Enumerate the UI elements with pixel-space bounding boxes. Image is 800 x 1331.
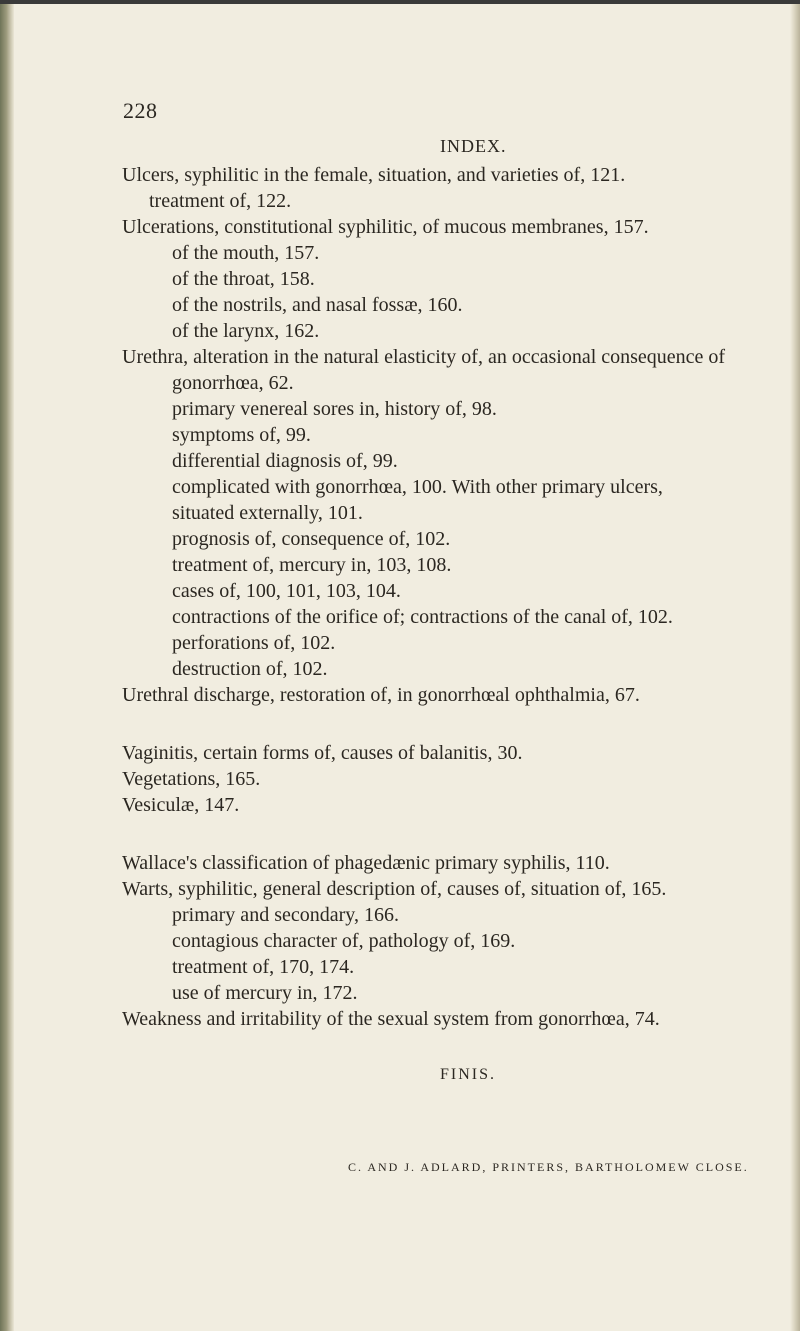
page-binding-edge — [0, 0, 14, 1331]
index-entry-continuation: treatment of, 122. — [149, 190, 292, 212]
index-entry-continuation: gonorrhœa, 62. — [172, 372, 294, 394]
index-entry-sub: primary venereal sores in, history of, 98. — [172, 398, 497, 420]
index-entry-main: Wallace's classification of phagedænic primary syphilis, 110. — [122, 852, 610, 874]
index-entry-sub: of the mouth, 157. — [172, 242, 320, 264]
index-entry-sub: contagious character of, pathology of, 169. — [172, 930, 516, 952]
index-entry-main: Urethral discharge, restoration of, in gonorrhœal ophthalmia, 67. — [122, 684, 640, 706]
index-entry-sub: primary and secondary, 166. — [172, 904, 399, 926]
index-entry-sub: contractions of the orifice of; contractions of the canal of, 102. — [172, 606, 673, 628]
printer-imprint: C. AND J. ADLARD, PRINTERS, BARTHOLOMEW CLOSE. — [348, 1160, 749, 1174]
index-entry-sub: destruction of, 102. — [172, 658, 328, 680]
index-entry-continuation: situated externally, 101. — [172, 502, 363, 524]
running-head: INDEX. — [440, 136, 507, 156]
page-right-edge — [790, 0, 800, 1331]
index-entry-sub: treatment of, 170, 174. — [172, 956, 355, 978]
index-entry-main: Ulcerations, constitutional syphilitic, of mucous membranes, 157. — [122, 216, 649, 238]
index-entry-sub: cases of, 100, 101, 103, 104. — [172, 580, 401, 602]
index-entry-sub: of the larynx, 162. — [172, 320, 320, 342]
index-entry-main: Vegetations, 165. — [122, 768, 261, 790]
index-entry-main: Urethra, alteration in the natural elasticity of, an occasional consequence of — [122, 346, 726, 368]
page-number: 228 — [123, 98, 158, 123]
index-entry-main: Warts, syphilitic, general description of, causes of, situation of, 165. — [122, 878, 667, 900]
page-top-edge — [0, 0, 800, 4]
index-entry-main: Weakness and irritability of the sexual system from gonorrhœa, 74. — [122, 1008, 660, 1030]
index-entry-sub: symptoms of, 99. — [172, 424, 311, 446]
index-entry-sub: of the throat, 158. — [172, 268, 315, 290]
finis-mark: FINIS. — [440, 1066, 497, 1083]
index-entry-sub: perforations of, 102. — [172, 632, 336, 654]
index-entry-main: Ulcers, syphilitic in the female, situation, and varieties of, 121. — [122, 164, 626, 186]
index-entry-sub: of the nostrils, and nasal fossæ, 160. — [172, 294, 463, 316]
index-entry-sub: treatment of, mercury in, 103, 108. — [172, 554, 452, 576]
index-entry-sub: use of mercury in, 172. — [172, 982, 358, 1004]
index-entry-sub: differential diagnosis of, 99. — [172, 450, 398, 472]
index-entry-sub: complicated with gonorrhœa, 100. With other primary ulcers, — [172, 476, 663, 498]
index-entry-sub: prognosis of, consequence of, 102. — [172, 528, 451, 550]
index-entry-main: Vesiculæ, 147. — [122, 794, 240, 816]
index-entry-main: Vaginitis, certain forms of, causes of balanitis, 30. — [122, 742, 523, 764]
